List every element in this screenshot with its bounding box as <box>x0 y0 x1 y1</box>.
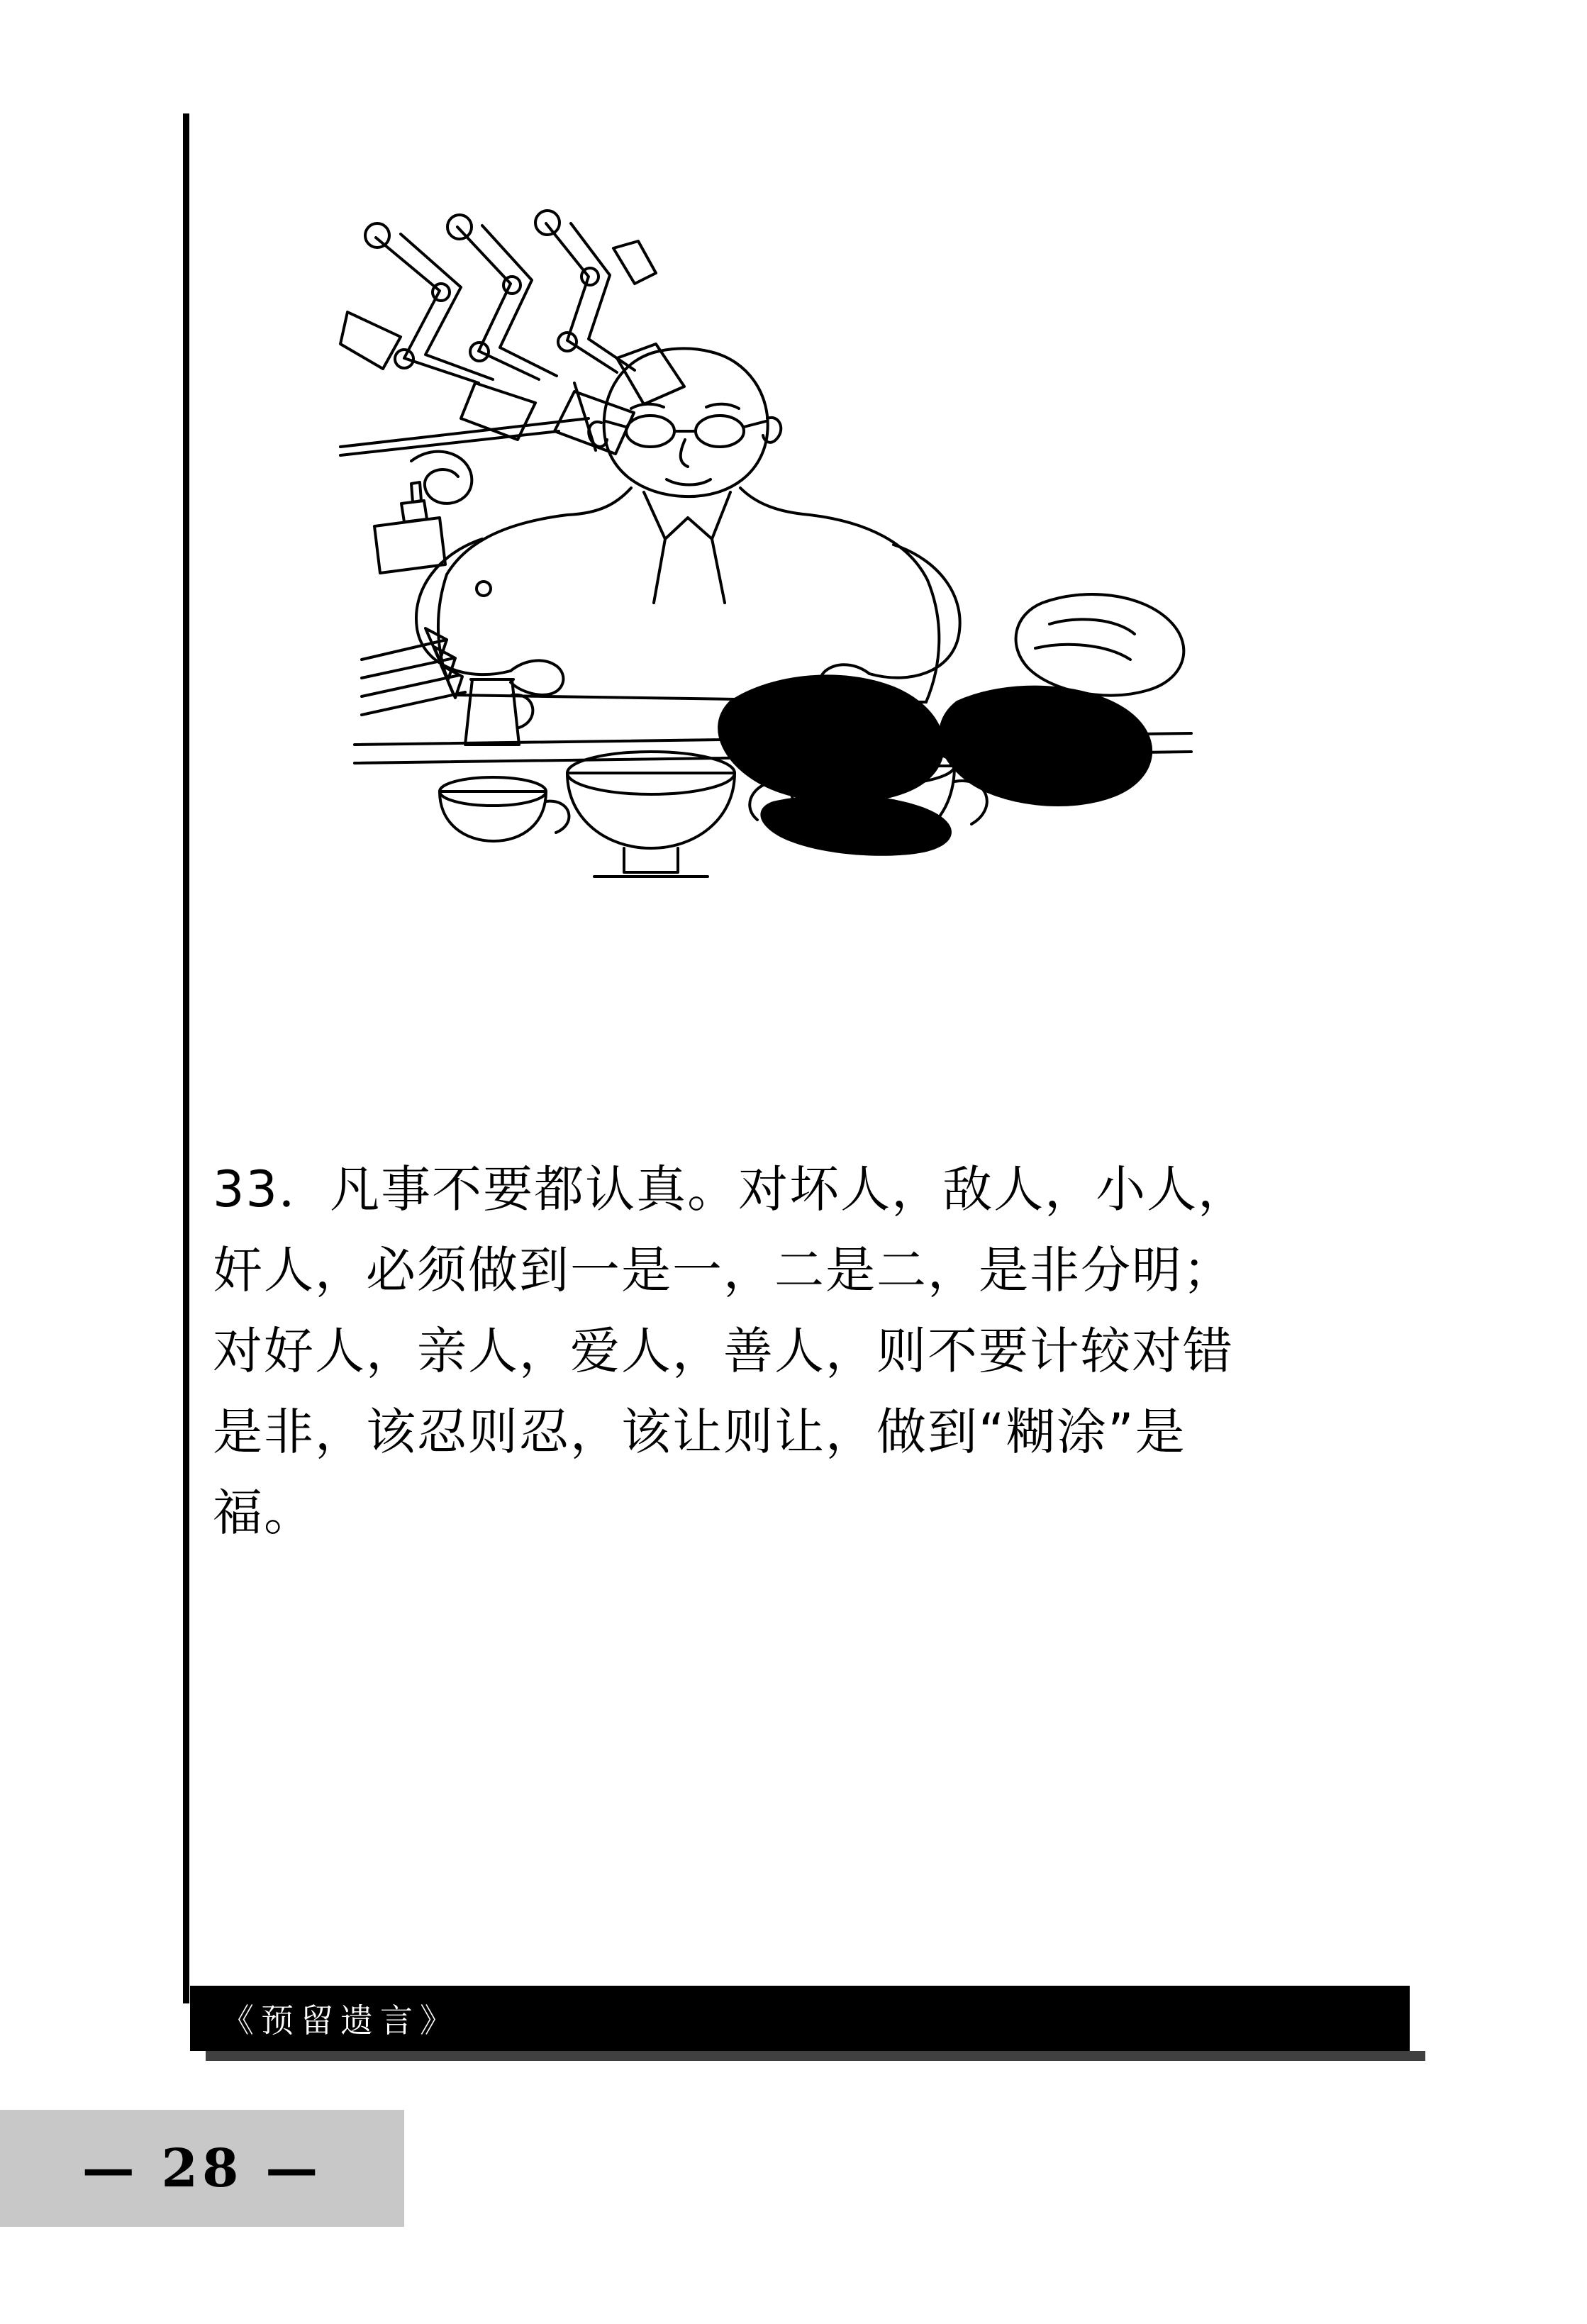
footer-band <box>190 1986 1410 2051</box>
page-number: — 28 — <box>82 2137 323 2199</box>
illustration-cartoon <box>333 206 1220 1050</box>
left-margin-rule <box>183 113 189 2003</box>
book-title: 《预留遗言》 <box>221 2001 460 2040</box>
footer-band-shadow <box>206 2051 1425 2061</box>
body-paragraph: 33．凡事不要都认真。对坏人，敌人，小人，奸人，必须做到一是一，二是二，是非分明；对好人，亲人，爱人，善人，则不要计较对错是非，该忍则忍，该让则让，做到“糊涂”是福。 <box>213 1160 1249 1542</box>
